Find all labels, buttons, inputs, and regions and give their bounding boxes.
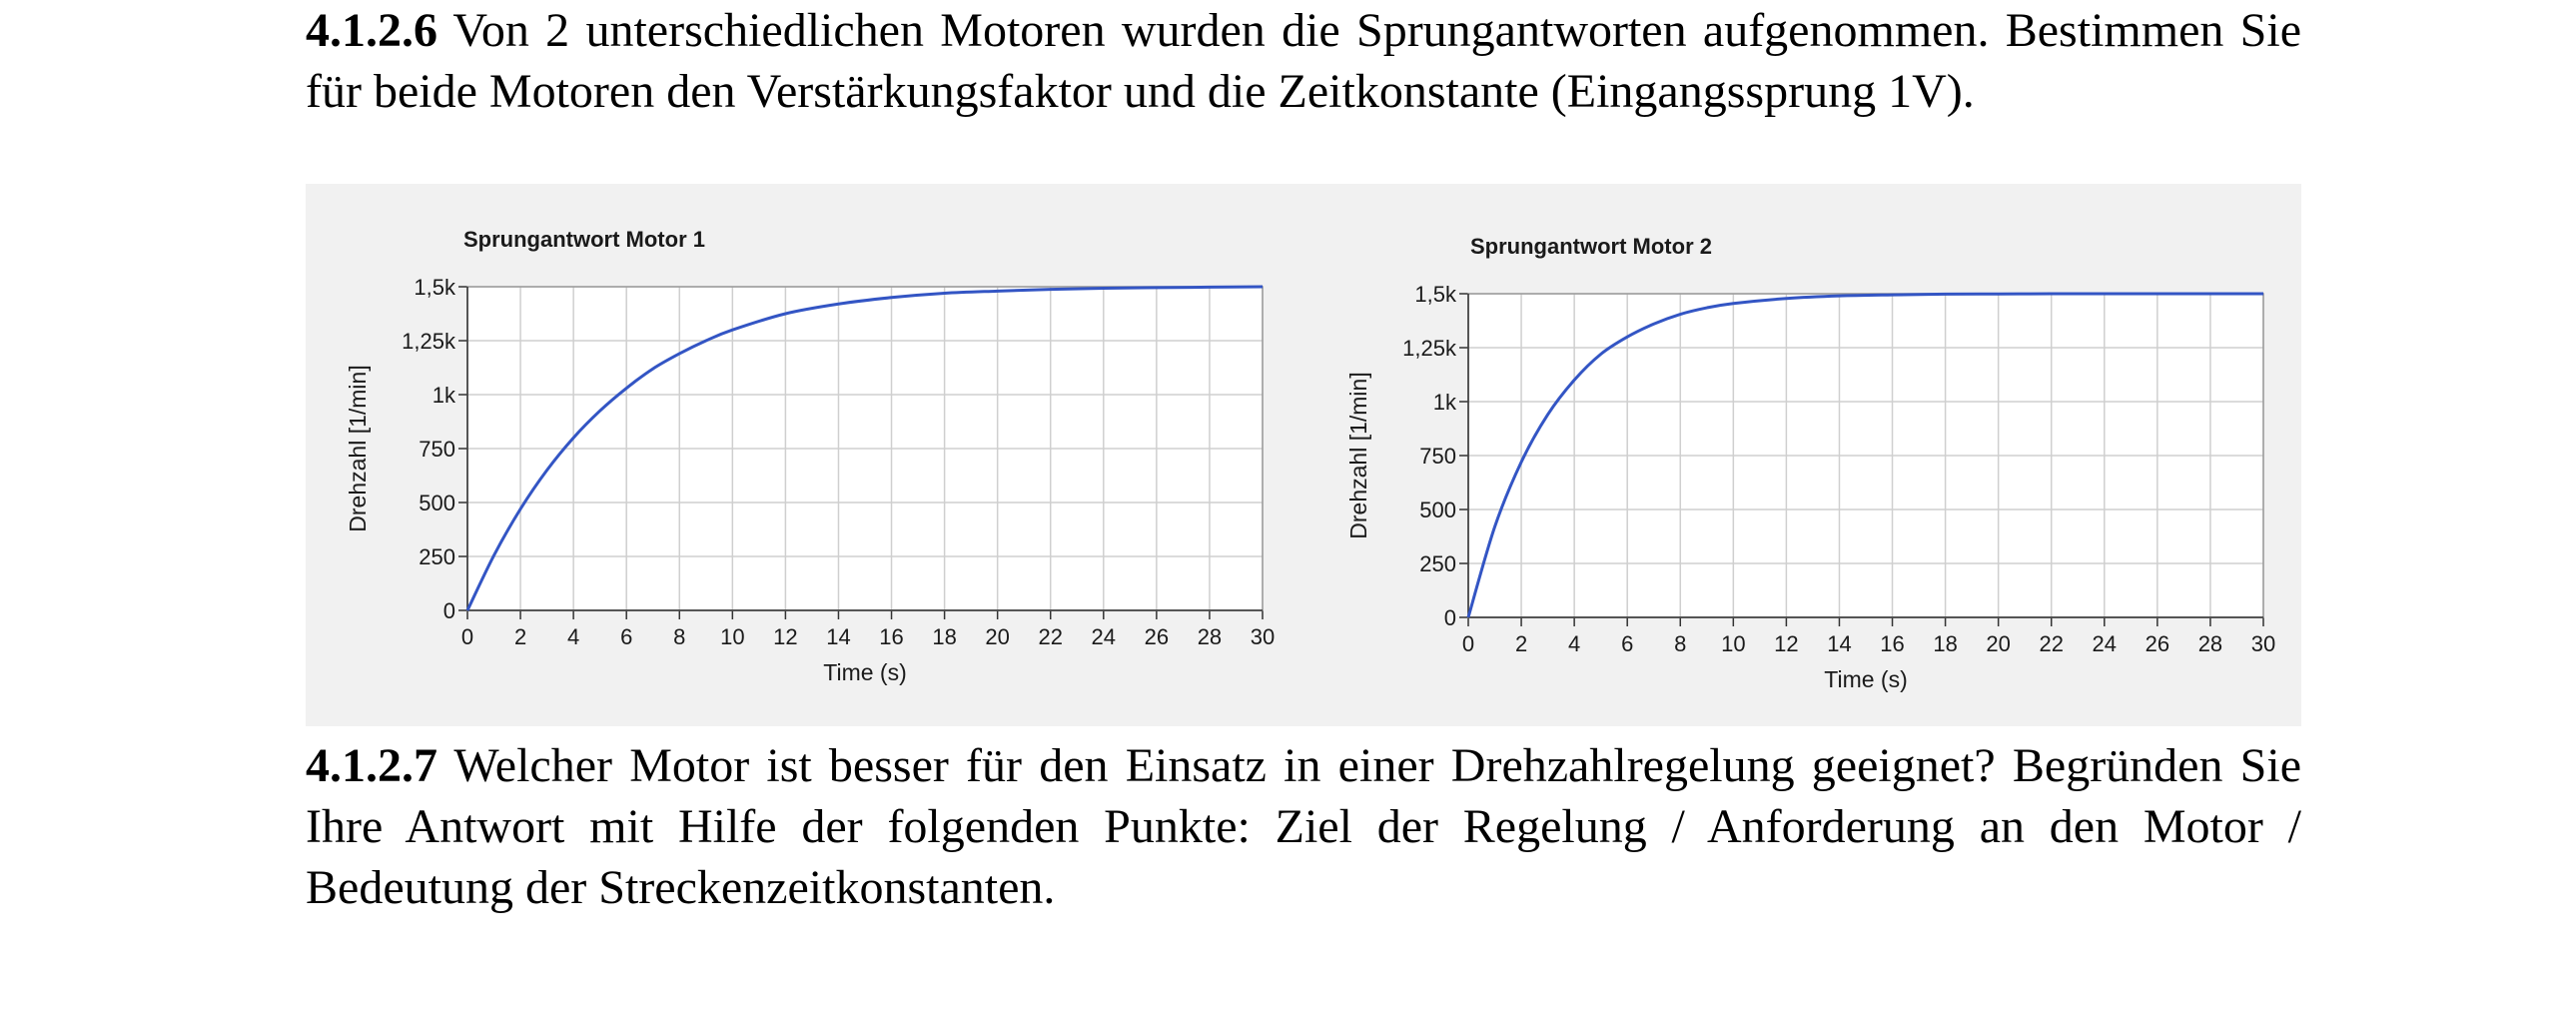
chart-motor-2 — [1304, 184, 2303, 726]
x-tick-label: 18 — [1933, 631, 1958, 656]
y-tick-label: 1,5k — [1414, 282, 1456, 307]
task-text: Von 2 unterschiedlichen Motoren wurden die Sprungantworten aufgenommen. Bestimmen Sie für beide Motoren den Verstärkungsfaktor und die Zeitkonstante (Eingangssprung 1V). — [306, 4, 2301, 118]
x-tick-label: 0 — [460, 624, 474, 649]
y-tick-label: 500 — [419, 491, 455, 515]
x-tick-label: 6 — [620, 624, 633, 649]
figure-step-responses — [306, 184, 2301, 726]
x-tick-label: 14 — [826, 624, 851, 649]
chart-title: Sprungantwort Motor 2 — [1470, 234, 1712, 259]
x-axis-label: Time (s) — [823, 659, 907, 685]
x-tick-label: 18 — [932, 624, 957, 649]
x-tick-label: 0 — [1461, 631, 1475, 656]
y-axis-label: Drehzahl [1/min] — [1345, 372, 1371, 539]
x-tick-label: 6 — [1621, 631, 1634, 656]
x-tick-label: 30 — [2250, 631, 2276, 656]
chart-title: Sprungantwort Motor 1 — [463, 227, 705, 252]
task-4-1-2-7 — [306, 735, 2301, 918]
x-tick-label: 20 — [985, 624, 1010, 649]
y-tick-label: 0 — [442, 598, 455, 623]
x-tick-label: 12 — [1774, 631, 1799, 656]
task-number: 4.1.2.7 — [306, 739, 437, 792]
x-tick-label: 30 — [1250, 624, 1276, 649]
x-tick-label: 24 — [2092, 631, 2118, 656]
y-tick-label: 1,25k — [402, 329, 455, 354]
x-tick-label: 24 — [1091, 624, 1117, 649]
y-tick-label: 250 — [419, 544, 455, 569]
y-tick-label: 1k — [431, 383, 455, 408]
y-tick-label: 500 — [1419, 498, 1456, 522]
y-tick-label: 750 — [419, 437, 455, 462]
x-tick-label: 2 — [1514, 631, 1528, 656]
task-4-1-2-6 — [306, 0, 2301, 122]
x-tick-label: 2 — [513, 624, 527, 649]
y-tick-label: 0 — [1443, 605, 1456, 630]
x-tick-label: 10 — [720, 624, 745, 649]
x-tick-label: 4 — [1568, 631, 1581, 656]
x-tick-label: 28 — [1197, 624, 1223, 649]
y-tick-label: 250 — [1419, 551, 1456, 576]
x-tick-label: 10 — [1721, 631, 1746, 656]
task-text: Welcher Motor ist besser für den Einsatz in einer Drehzahlregelung geeignet? Begründen Sie Ihre Antwort mit Hilfe der folgenden Punkte: Ziel der Regelung / Anforderung an den Motor / Bedeutung der Streckenzeitkonstanten. — [306, 739, 2302, 914]
x-tick-label: 8 — [673, 624, 686, 649]
x-tick-label: 16 — [879, 624, 904, 649]
x-tick-label: 28 — [2197, 631, 2223, 656]
y-tick-label: 1k — [1432, 390, 1456, 415]
y-tick-label: 1,5k — [414, 275, 455, 300]
x-tick-label: 4 — [567, 624, 580, 649]
x-tick-label: 26 — [2145, 631, 2170, 656]
x-tick-label: 8 — [1674, 631, 1687, 656]
x-tick-label: 14 — [1827, 631, 1852, 656]
y-tick-label: 750 — [1419, 444, 1456, 469]
chart-motor-1 — [306, 184, 1294, 726]
task-number: 4.1.2.6 — [306, 4, 437, 57]
x-tick-label: 16 — [1880, 631, 1905, 656]
x-tick-label: 22 — [1038, 624, 1063, 649]
y-tick-label: 1,25k — [1402, 336, 1456, 361]
x-tick-label: 22 — [2039, 631, 2064, 656]
y-axis-label: Drehzahl [1/min] — [345, 365, 371, 532]
x-axis-label: Time (s) — [1824, 666, 1908, 692]
x-tick-label: 12 — [773, 624, 798, 649]
x-tick-label: 20 — [1986, 631, 2011, 656]
x-tick-label: 26 — [1144, 624, 1170, 649]
